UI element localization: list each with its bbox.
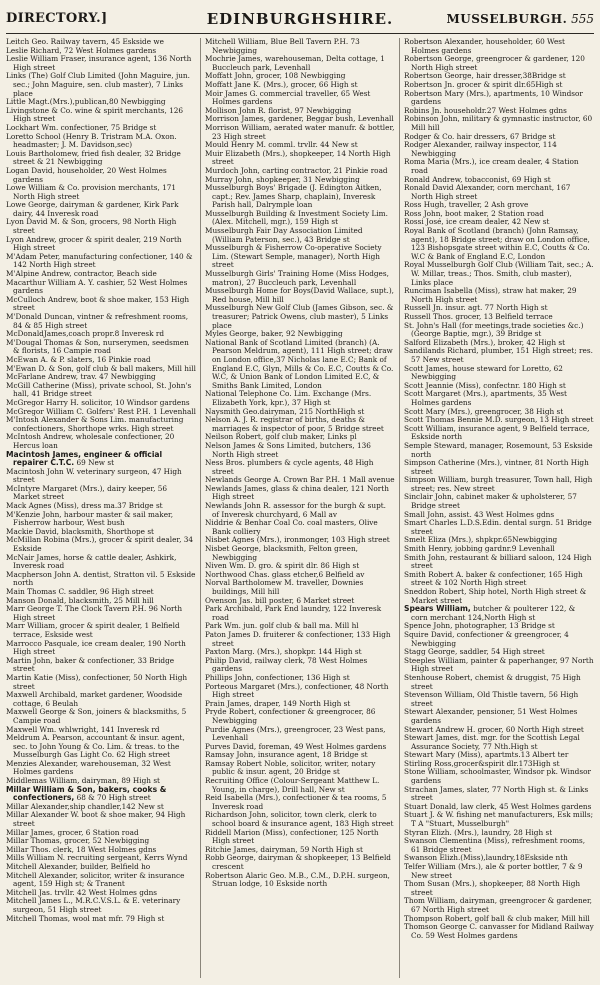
directory-entry: Ross Hugh, traveller, 2 Ash grove	[404, 200, 529, 210]
directory-entry: Semple Steward, manager, Rosemount, 53 Eskside north	[404, 440, 593, 459]
directory-entry: Smelt Eliza (Mrs.), shpkpr.65Newbigging	[404, 535, 558, 545]
town-title: MUSSELBURGH.	[446, 12, 568, 26]
directory-entry: Macarthur William A. Y. cashier, 52 West Holmes gardens	[6, 277, 188, 296]
directory-entry: Stirling Ross,grocer&spirit dlr.173High st	[404, 758, 560, 768]
directory-entry: M'Ewan D. & Son, golf club & ball makers, Mill hill	[6, 363, 196, 373]
directory-entry: Maxwell George & Son, joiners & blacksmiths, 5 Campie road	[6, 707, 187, 725]
directory-entry: Swanson Clementina (Miss), refreshment rooms, 61 Bridge street	[404, 836, 586, 854]
directory-entry: Robinson John, military & gymnastic instructor, 60 Mill hill	[404, 114, 593, 132]
directory-entry: Norval Bartholomew M. traveller, Downies buildings, Mill hill	[205, 578, 364, 596]
directory-entry: Scott Margaret (Mrs.), apartments, 35 West Holmes gardens	[404, 389, 567, 407]
directory-entry: Menzies Alexander, warehouseman, 32 West Holmes gardens	[6, 758, 171, 777]
directory-entry: Strachan James, slater, 77 North High st. & Links street	[404, 784, 589, 803]
directory-entry: Stuart J. & W. fishing net manufacturers, Esk mills; T A "Stuart, Musselburgh"	[404, 810, 594, 829]
directory-entry: Stenhouse Robert, chemist & druggist, 75 High street	[404, 672, 581, 691]
directory-entry: M'Kenzie John, harbour master & sail maker, Fisherrow harbour, West bush	[6, 509, 174, 528]
directory-entry: McCulloch Andrew, boot & shoe maker, 153 High street	[6, 294, 190, 313]
directory-entry: Robertson Jn. grocer & spirit dlr.65High st	[404, 79, 563, 89]
directory-entry: Martin Katie (Miss), confectioner, 50 North High street	[6, 672, 188, 691]
directory-entry: Moffatt John, grocer, 108 Newbigging	[205, 71, 346, 81]
directory-entry: Lyon David M. & Son, grocers, 98 North High street	[6, 217, 177, 236]
directory-entry: Morrison James, gardener, Beggar bush, Levenhall	[205, 114, 394, 124]
directory-entry: Scott Mary (Mrs.), greengrocer, 38 High st	[404, 406, 564, 416]
directory-entry: Naysmith Geo.dairyman, 215 NorthHigh st	[205, 406, 365, 416]
directory-entry: Millar William & Son, bakers, cooks & confectioners, 68 & 70 High street	[6, 784, 167, 803]
directory-entry: Macintosh James, engineer & official repairer C.T.C. 69 New st	[6, 449, 163, 468]
directory-entry: Myles George, baker, 92 Newbigging	[205, 329, 343, 339]
column-3	[404, 38, 594, 978]
directory-entry: Mould Henry M. comml. trvllr. 44 New st	[205, 140, 358, 150]
directory-entry: Ramsay John, insurance agent, 18 Bridge st	[205, 750, 368, 760]
directory-entry: M'Donald Duncan, vintner & refreshment rooms, 84 & 85 High street	[6, 312, 189, 330]
directory-entry: National Telephone Co. Lim. Exchange (Mrs. Elizabeth York, kpr.), 37 High st	[205, 389, 372, 407]
directory-entry: Roma Maria (Mrs.), ice cream dealer, 4 Station road	[404, 157, 579, 175]
directory-entry: Musselburgh Home for Boys(David Wallace, supt.), Red house, Mill hill	[205, 286, 395, 304]
directory-entry: McGregor William C. Golfers' Rest P.H. 1 Levenhall	[6, 406, 196, 416]
directory-entry: Thom William, dairyman, greengrocer & gardener, 67 North High street	[404, 896, 592, 914]
directory-entry: Musselburgh Building & Investment Society Lim. (Alex. Mitchell, mgr.), 159 High st	[205, 208, 388, 227]
directory-entry: St. John's Hall (for meetings,trade societies &c.) (George Baptie, mgr.), 39 Bridge st	[404, 320, 584, 339]
directory-entry: Robertson Mary (Mrs.), apartments, 10 Windsor gardens	[404, 88, 583, 107]
directory-entry: Macpherson John A. dentist, Stratton vil. 5 Eskside north	[6, 569, 196, 588]
directory-entry: Philip David, railway clerk, 78 West Holmes gardens	[205, 655, 368, 674]
directory-entry: Millar Thomas, grocer, 52 Newbigging	[6, 836, 150, 846]
directory-entry: Smith Henry, jobbing gardnr.9 Levenhall	[404, 544, 555, 554]
directory-entry: Telfer William (Mrs.), ale & porter bottler, 7 & 9 New street	[404, 862, 583, 880]
directory-entry: Marrocco Pasquale, ice cream dealer, 190 North High street	[6, 638, 186, 657]
directory-entry: Mochrie James, warehouseman, Delta cottage, 1 Buccleuch park, Levenhall	[205, 54, 385, 72]
directory-entry: Macintosh John W. veterinary surgeon, 47 High street	[6, 466, 182, 485]
directory-entry: Riddell Marion (Miss), confectioner, 125 North High street	[205, 827, 379, 846]
directory-entry: Ronald David Alexander, corn merchant, 167 North High street	[404, 183, 571, 201]
directory-entry: Simpson Catherine (Mrs.), vintner, 81 North High street	[404, 458, 589, 476]
directory-entry: Robertson George, hair dresser,38Bridge st	[404, 71, 566, 81]
directory-entry: M'Alpine Andrew, contractor, Beach side	[6, 269, 157, 279]
directory-entry: National Bank of Scotland Limited (branch) (A. Pearson Meldrum, agent), 111 High street; draw on London office,37 Nicholas lane E.C; Bank of England E.C, Glyn, Mills & Co. E.C, Coutts & Co. W.C, & Union Bank of London Limited E.C, & Smiths Bank Limited, London	[205, 337, 394, 390]
directory-entry: Meldrum A. Pearson, accountant & insur. agent, sec. to John Young & Co. Lim. & treas. to the Musselburgh Gas Light Co. 62 High street	[6, 733, 185, 760]
directory-entry: Smart Charles L.D.S.Edin. dental surgn. 51 Bridge street	[404, 518, 592, 536]
directory-entry: M'Dougal Thomas & Son, nurserymen, seedsmen & florists, 16 Campie road	[6, 337, 189, 356]
directory-entry: Smith John, restaurant & billiard saloon, 124 High street	[404, 552, 592, 571]
directory-entry: Morrison William, aerated water manufr. & bottler, 23 High street	[205, 122, 395, 141]
directory-entry: Newlands James, glass & china dealer, 121 North High street	[205, 483, 389, 502]
directory-entry: Nelson James & Sons Limited, butchers, 136 North High street	[205, 440, 371, 459]
directory-entry: Spears William, butcher & poulterer 122, & corn merchant 124,North High st	[404, 604, 576, 622]
town-and-page	[447, 6, 594, 32]
directory-entry: Neilson Robert, golf club maker, Links pl	[205, 432, 357, 442]
directory-entry: Logan David, householder, 20 West Holmes gardens	[6, 165, 167, 184]
directory-entry: Musselburgh New Golf Club (James Gibson, sec. & treasurer; Patrick Owens, club master), 5 Links place	[205, 303, 394, 330]
directory-entry: Ovenson Jas. bill poster, 6 Market street	[205, 595, 355, 605]
directory-entry: Robb George, dairyman & shopkeeper, 13 Belfield crescent	[205, 853, 391, 871]
directory-entry: Park Wm. jun. golf club & ball ma. Mill hl	[205, 621, 359, 631]
directory-entry: Sneddon Robert, Ship hotel, North High street & Market street	[404, 587, 587, 605]
directory-entry: Sinclair John, cabinet maker & upholsterer, 57 Bridge street	[404, 492, 577, 511]
directory-entry: Reid Isabella (Mrs.), confectioner & tea rooms, 5 Inveresk road	[205, 793, 387, 811]
directory-entry: Scott Jeannie (Miss), confectnr. 180 High st	[404, 380, 566, 390]
directory-entry: Paton James D. fruiterer & confectioner, 133 High street	[205, 629, 391, 648]
directory-entry: Stewart Alexander, pensioner, 51 West Holmes gardens	[404, 707, 578, 725]
directory-entry: Mills William N. recruiting sergeant, Kerrs Wynd	[6, 853, 188, 863]
directory-entry: McDonaldJames,coach propr.8 Inveresk rd	[6, 329, 165, 339]
section-title: DIRECTORY.]	[6, 11, 108, 26]
directory-entry: Maxwell Wm. whlwright, 141 Inveresk rd	[6, 724, 160, 734]
directory-entry: Little Magt.(Mrs.),publican,80 Newbigging	[6, 97, 166, 107]
column-1	[6, 38, 196, 978]
directory-entry: Marr William, grocer & spirit dealer, 1 Belfield terrace, Eskside west	[6, 621, 180, 639]
directory-entry: Millar Alexander,ship chandler,142 New st	[6, 801, 164, 811]
directory-entry: Loretto School (Henry B. Tristram M.A. Oxon. headmaster; J. M. Davidson,sec)	[6, 131, 177, 150]
directory-entry: Moffatt Jane K. (Mrs.), grocer, 66 High st	[205, 79, 358, 89]
directory-entry: Styran Elizh. (Mrs.), laundry, 28 High st	[404, 827, 553, 837]
directory-entry: Lockhart Wm. confectioner, 75 Bridge st	[6, 122, 157, 132]
directory-entry: Mollison John R. florist, 97 Newbigging	[205, 105, 352, 115]
directory-entry: Lyon Andrew, grocer & spirit dealer, 219 North High street	[6, 234, 182, 253]
directory-entry: Richardson John, solicitor, town clerk, clerk to school board & insurance agent, 183 High street	[205, 810, 394, 829]
directory-entry: Links (The) Golf Club Limited (John Maguire, jun. sec.; John Maguire, sen. club master), 7 Links place	[6, 71, 190, 98]
directory-entry: Nisbet Agnes (Mrs.), ironmonger, 103 High street	[205, 535, 390, 545]
directory-entry: Prain James, draper, 149 North High st	[205, 698, 351, 708]
directory-entry: McMillan Robina (Mrs.), grocer & spirit dealer, 34 Eskside	[6, 535, 194, 554]
directory-entry: Ronald Andrew, tobacconist, 69 High st	[404, 174, 551, 184]
directory-entry: Russell Jn. insur. agt. 77 North High st	[404, 303, 548, 313]
directory-entry: Lowe William & Co. provision merchants, 171 North High street	[6, 183, 177, 201]
directory-entry: Stewart James, dist. mgr. for the Scottish Legal Assurance Society, 77 Nth.High st	[404, 733, 580, 751]
directory-entry: Manson Donald, blacksmith, 25 Mill hill	[6, 595, 154, 605]
directory-entry: Rodger & Co. hair dressers, 67 Bridge st	[404, 131, 556, 141]
directory-entry: Royal Musselburgh Golf Club (William Tait, sec.; A. W. Millar, treas.; Thos. Smith, club master), Links place	[404, 260, 594, 287]
directory-entry: Steeples William, painter & paperhanger, 97 North High street	[404, 655, 594, 674]
header-rule	[6, 33, 594, 34]
directory-entry: McNair James, horse & cattle dealer, Ashkirk, Inveresk road	[6, 552, 177, 571]
directory-entry: Marr George T. The Clock Tavern P.H. 96 North High street	[6, 604, 183, 622]
directory-entry: Murray John, shopkeeper, 31 Newbigging	[205, 174, 360, 184]
directory-entry: Leslie William Fraser, insurance agent, 136 North High street	[6, 54, 192, 72]
directory-entry: Maxwell Archibald, market gardener, Woodside cottage, 6 Beulah	[6, 690, 183, 708]
directory-entry: Simpson William, burgh treasurer, Town hall, High street; res. New street	[404, 475, 593, 493]
column-divider	[399, 38, 400, 978]
directory-entry: Phillips John, confectioner, 136 High st	[205, 672, 350, 682]
directory-entry: Millar James, grocer, 6 Station road	[6, 827, 139, 837]
directory-entry: McEwan A. & P. slaters, 16 Pinkie road	[6, 354, 151, 364]
directory-entry: Recruiting Office (Colour-Sergeant Matthew L. Young, in charge), Drill hall, New st	[205, 776, 380, 794]
directory-entry: Rodger Alexander, railway inspector, 114 Newbigging	[404, 140, 557, 158]
directory-entry: Porteous Margaret (Mrs.), confectioner, 48 North High street	[205, 681, 389, 700]
directory-entry: Newlands George A. Crown Bar P.H. 1 Mall avenue	[205, 475, 395, 485]
directory-entry: Royal Bank of Scotland (branch) (John Ramsay, agent), 18 Bridge street; draw on London office, 123 Bishopsgate street within E.C, Coutts & Co. W.C & Bank of England E.C, London	[404, 226, 590, 261]
directory-entry: Millar Thos. clerk, 18 West Holmes gdns	[6, 844, 157, 854]
directory-entry: Robertson Alaric Geo. M.B., C.M., D.P.H. surgeon, Struan lodge, 10 Eskside north	[205, 870, 390, 889]
directory-entry: Stewart Mary (Miss), apartmts.13 Albert ter	[404, 750, 569, 760]
column-2	[205, 38, 395, 978]
directory-entry: Muir Elizabeth (Mrs.), shopkeeper, 14 North High street	[205, 148, 391, 167]
directory-entry: Thompson Robert, golf ball & club maker, Mill hill	[404, 913, 590, 923]
directory-entry: Scott William, insurance agent, 9 Belfield terrace, Eskside north	[404, 423, 590, 442]
directory-entry: McIntyre Margaret (Mrs.), dairy keeper, 56 Market street	[6, 483, 168, 502]
directory-entry: Middlemas William, dairyman, 89 High st	[6, 776, 160, 786]
directory-entry: Spence John, photographer, 13 Bridge st	[404, 621, 555, 631]
page-header	[6, 6, 594, 32]
directory-entry: Musselburgh & Fisherrow Co-operative Society Lim. (Stewart Semple, manager), North High street	[205, 243, 382, 270]
directory-entry: Purves David, foreman, 49 West Holmes gardens	[205, 741, 387, 751]
directory-entry: Paxton Marg. (Mrs.), shopkpr. 144 High st	[205, 647, 362, 657]
directory-entry: Salford Elizabeth (Mrs.), broker, 42 High st	[404, 337, 566, 347]
directory-entry: Moir James G. commercial traveller, 65 West Holmes gardens	[205, 88, 371, 107]
directory-entry: Musselburgh Boys' Brigade (J. Edington Aitken, capt.; Rev. James Sharp, chaplain), Inveresk Parish hall, Dalrymple loan	[205, 183, 382, 210]
directory-entry: Mitchell Thomas, wool mat mfr. 79 High st	[6, 913, 165, 923]
directory-entry: Millar Alexander W. boot & shoe maker, 94 High street	[6, 810, 186, 829]
directory-entry: McFarlane Andrew, trav. 47 Newbigging	[6, 372, 156, 382]
directory-entry: Lowe George, dairyman & gardener, Kirk Park dairy, 44 Inveresk road	[6, 200, 179, 218]
directory-entry: Ritchie James, dairyman, 59 North High st	[205, 844, 363, 854]
directory-entry: Pryde Robert, confectioner & greengrocer, 86 Newbigging	[205, 707, 376, 725]
directory-entry: Mackie David, blacksmith, Shorthope st	[6, 526, 154, 536]
directory-entry: Scott Thomas Bennie M.D. surgeon, 13 High street	[404, 415, 594, 425]
directory-entry: Nisbet George, blacksmith, Felton green, Newbigging	[205, 544, 358, 562]
directory-entry: Leitch Geo. Railway tavern, 45 Eskside we	[6, 38, 164, 46]
directory-entry: Nelson A. J. R. registrar of births, deaths & marriages & inspector of poor, 5 Bridge street	[205, 415, 384, 433]
directory-entry: Park Archibald, Park End laundry, 122 Inveresk road	[205, 604, 382, 622]
column-divider	[200, 38, 201, 978]
directory-entry: McIntosh Andrew, wholesale confectioner, 20 Hercus loan	[6, 432, 175, 450]
directory-entry: Northwood Chas. glass etcher,6 Belfield av	[205, 569, 365, 579]
directory-entry: Smith Robert A. baker & confectioner, 165 High street & 102 North High street	[404, 569, 583, 588]
directory-entry: Livingstone & Co. wine & spirit merchants, 126 High street	[6, 105, 184, 124]
directory-entry: Stevenson William, Old Thistle tavern, 56 High street	[404, 690, 579, 708]
directory-entry: Sandilands Richard, plumber, 151 High street; res. 57 New street	[404, 346, 593, 364]
directory-entry: McGregor Harry H. solicitor, 10 Windsor gardens	[6, 397, 190, 407]
directory-entry: Scott James, house steward for Loretto, 62 Newbigging	[404, 363, 563, 382]
page-number: 555	[571, 12, 594, 26]
directory-entry: Murdoch John, carting contractor, 21 Pinkie road	[205, 165, 388, 175]
directory-entry: Niven Wm. D. gro. & spirit dlr. 86 High st	[205, 561, 360, 571]
directory-entry: Stuart Donald, law clerk, 45 West Holmes gardens	[404, 801, 592, 811]
directory-entry: M'Intosh Alexander & Sons Lim. manufacturing confectioners, Shorthope wrks. High street	[6, 415, 184, 433]
directory-entry: Thom Susan (Mrs.), shopkeeper, 88 North High street	[404, 879, 581, 897]
directory-entry: Mitchell Jas. trvllr. 42 West Holmes gdns	[6, 887, 158, 897]
directory-entry: Purdie Agnes (Mrs.), greengrocer, 23 West pans, Levenhall	[205, 724, 386, 743]
directory-columns	[6, 38, 594, 978]
directory-entry: Louis Bartholomew, fried fish dealer, 32 Bridge street & 21 Newbigging	[6, 148, 181, 167]
directory-entry: Runciman Isabella (Miss), straw hat maker, 29 North High street	[404, 286, 577, 304]
directory-entry: Russell Thos. grocer, 13 Belfield terrace	[404, 312, 553, 321]
directory-entry: Martin John, baker & confectioner, 33 Bridge street	[6, 655, 175, 674]
directory-entry: Mitchell Alexander, builder, Belfield ho	[6, 862, 151, 871]
county-title: EDINBURGHSHIRE.	[206, 10, 394, 28]
directory-entry: Small John, assist. 43 West Holmes gdns	[404, 509, 555, 519]
directory-entry: Newlands John R. assessor for the burgh & supt. of Inveresk churchyard, 6 Mall av	[205, 501, 386, 519]
directory-entry: Mitchell Alexander, solicitor, writer & insurance agent, 159 High st; & Tranent	[6, 870, 185, 889]
directory-entry: Robertson Alexander, householder, 60 West Holmes gardens	[404, 38, 565, 55]
directory-entry: Swanson Elizh.(Miss),laundry,18Eskside nth	[404, 853, 568, 863]
directory-entry: Niddrie & Benhar Coal Co. coal masters, Olive Bank colliery	[205, 518, 378, 536]
directory-entry: Ross John, boot maker, 2 Station road	[404, 208, 544, 218]
directory-entry: McGill Catherine (Miss), private school, St. John's hall, 41 Bridge street	[6, 380, 192, 399]
directory-entry: Stewart Andrew H. grocer, 60 North High street	[404, 724, 584, 734]
directory-entry: Stagg George, saddler, 54 High street	[404, 647, 545, 657]
directory-entry: Robins Jn. householdr.27 West Holmes gdns	[404, 105, 567, 115]
directory-entry: Ramsay Robert Noble, solicitor, writer, notary public & insur. agent, 20 Bridge st	[205, 758, 376, 777]
directory-entry: Leslie Richard, 72 West Holmes gardens	[6, 45, 157, 55]
directory-entry: Squire David, confectioner & greengrocer, 4 Newbigging	[404, 629, 569, 648]
directory-entry: Thomson George C. canvasser for Midland Railway Co. 59 West Holmes gardens	[404, 922, 594, 940]
directory-entry: Ness Bros. plumbers & cycle agents, 48 High street	[205, 458, 374, 476]
directory-entry: Rossi José, ice cream dealer, 42 New st	[404, 217, 550, 227]
directory-entry: Musselburgh Girls' Training Home (Miss Hodges, matron), 27 Buccleuch park, Levenhall	[205, 269, 389, 287]
directory-entry: M'Adam Peter, manufacturing confectioner, 140 & 142 North High street	[6, 251, 193, 270]
directory-entry: Robertson George, greengrocer & gardener, 120 North High street	[404, 54, 585, 72]
directory-entry: Mitchell William, Blue Bell Tavern P.H. 73 Newbigging	[205, 38, 360, 55]
directory-entry: Mack Agnes (Miss), dress ma.37 Bridge st	[6, 501, 163, 511]
directory-entry: Stone William, schoolmaster, Windsor pk. Windsor gardens	[404, 767, 591, 786]
directory-entry: Musselburgh Fair Day Association Limited (William Paterson, sec.), 43 Bridge st	[205, 226, 363, 244]
directory-entry: Main Thomas C. saddler, 96 High street	[6, 587, 154, 596]
directory-entry: Mitchell James L., M.R.C.V.S.L. & E. veterinary surgeon, 51 High street	[6, 896, 181, 914]
